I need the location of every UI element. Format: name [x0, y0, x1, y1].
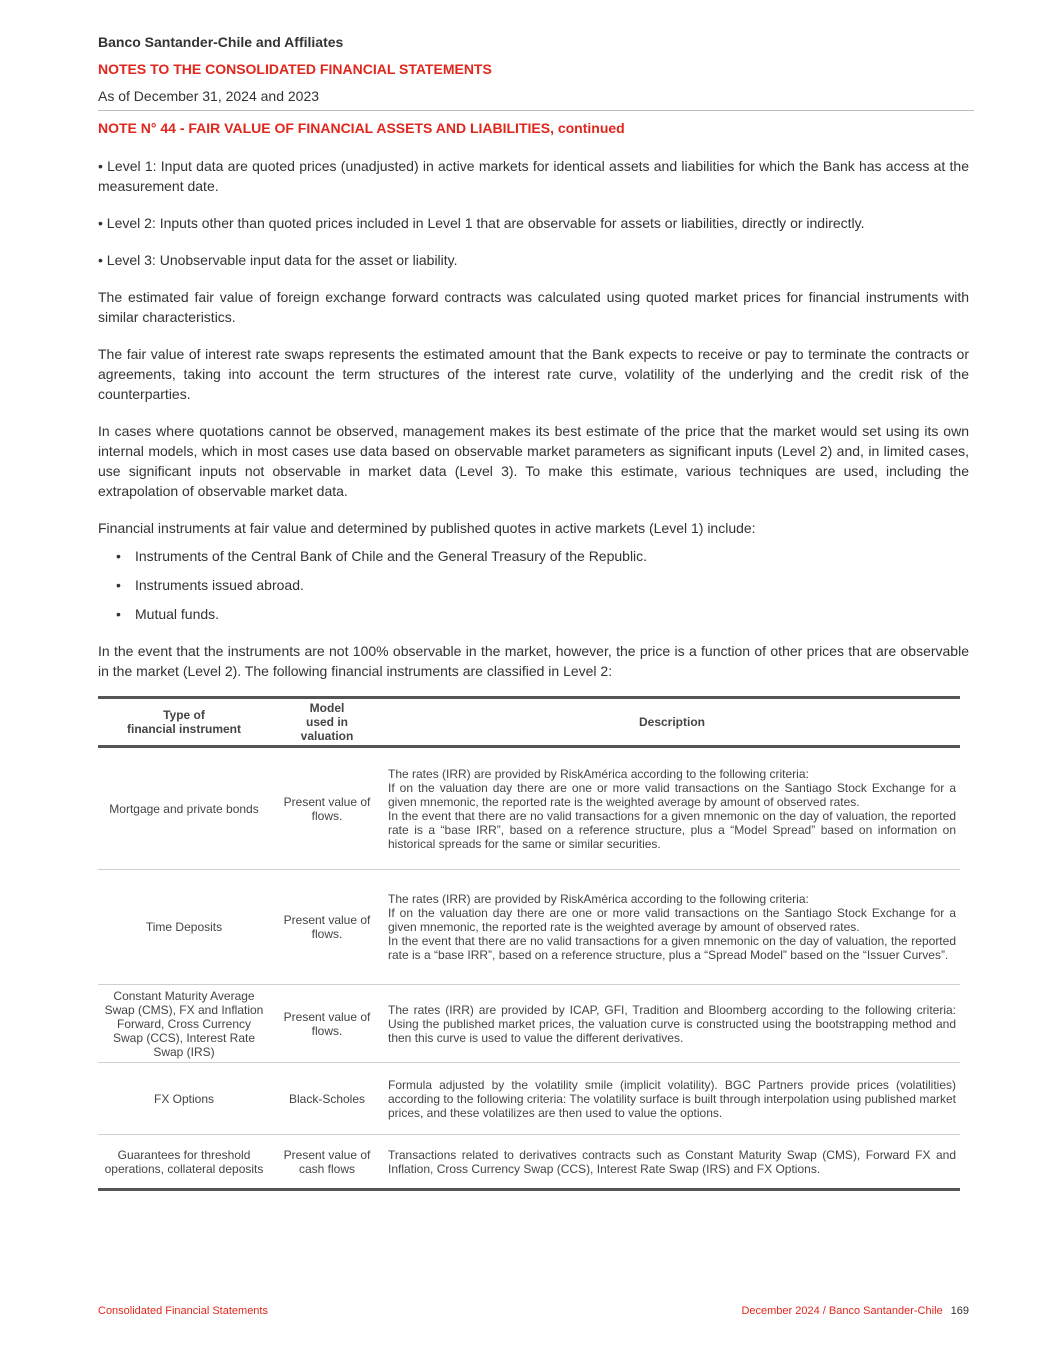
cell-model: Present value of cash flows	[270, 1135, 384, 1190]
cell-model: Present value of flows.	[270, 747, 384, 870]
list-item-text: Instruments of the Central Bank of Chile and the General Treasury of the Republic.	[135, 548, 648, 564]
table-row	[98, 870, 960, 985]
cell-type: Constant Maturity Average Swap (CMS), FX and Inflation Forward, Cross Currency Swap (CCS), Interest Rate Swap (IRS)	[98, 985, 270, 1063]
footer-report-name: December 2024 / Banco Santander-Chile	[741, 1305, 943, 1317]
header-type: Type of financial instrument	[98, 698, 270, 747]
header-model: Model used in valuation	[270, 698, 384, 747]
paragraph-internal-models: In cases where quotations cannot be observed, management makes its best estimate of the price that the market would set using its own internal models, which in most cases use data based on observable market parameters as significant inputs (Level 2) and, in limited cases, use significant inputs not observable in market data (Level 3). To make this estimate, various techniques are used, including the extrapolation of observable market data.	[98, 423, 969, 499]
paragraph-level-1-instruments: Financial instruments at fair value and determined by published quotes in active markets (Level 1) include:	[98, 520, 756, 536]
cell-model: Present value of flows.	[270, 870, 384, 985]
paragraph-level-2: • Level 2: Inputs other than quoted prices included in Level 1 that are observable for assets or liabilities, directly or indirectly.	[98, 215, 865, 231]
cell-model: Present value of flows.	[270, 985, 384, 1063]
list-item	[98, 575, 969, 595]
level-2-instruments-table	[98, 696, 960, 1191]
list-item-text: Instruments issued abroad.	[135, 577, 304, 593]
bullet-glyph: •	[116, 606, 121, 622]
level-1-instrument-list	[98, 546, 969, 624]
cell-description: The rates (IRR) are provided by RiskAmérica according to the following criteria: If on the valuation day there are one or more valid transactions on the Santiago Stock Exchange for a given mnemonic, the reported rate is the weighted average by amount of observed rates. In the event that there are no valid transactions for a given mnemonic on the day of valuation, the reported rate is a “base IRR”, based on a reference structure, plus a “Model Spread” based on information on historical spreads for the same or similar securities.	[384, 747, 960, 870]
paragraph-level-1: • Level 1: Input data are quoted prices (unadjusted) in active markets for identical assets and liabilities for which the Bank has access at the measurement date.	[98, 158, 969, 194]
paragraph-level-2-intro: In the event that the instruments are not 100% observable in the market, however, the price is a function of other prices that are observable in the market (Level 2). The following financial instruments are classified in Level 2:	[98, 643, 969, 679]
list-item-text: Mutual funds.	[135, 606, 220, 622]
as-of-date: As of December 31, 2024 and 2023	[98, 88, 320, 104]
header-description: Description	[384, 698, 960, 747]
body-text	[98, 156, 969, 698]
level-2-table-wrapper	[98, 696, 960, 1191]
cell-type: Time Deposits	[98, 870, 270, 985]
note-heading: NOTE N° 44 - FAIR VALUE OF FINANCIAL ASSETS AND LIABILITIES, continued	[98, 120, 625, 136]
cell-description: Transactions related to derivatives contracts such as Constant Maturity Swap (CMS), Forward FX and Inflation, Cross Currency Swap (CCS), Interest Rate Swap (IRS) and FX Options.	[384, 1135, 960, 1190]
bullet-glyph: •	[116, 548, 121, 564]
footer-left: Consolidated Financial Statements	[98, 1305, 268, 1317]
table-row	[98, 1135, 960, 1190]
bullet-glyph: •	[116, 577, 121, 593]
header-divider	[98, 110, 974, 111]
cell-description: The rates (IRR) are provided by RiskAmérica according to the following criteria: If on the valuation day there are one or more valid transactions on the Santiago Stock Exchange for a given mnemonic, the reported rate is the weighted average by amount of observed rates. In the event that there are no valid transactions for a given mnemonic on the day of valuation, the reported rate is a “base IRR”, based on a reference structure, plus a “Spread Model” based on the “Issuer Curves”.	[384, 870, 960, 985]
cell-model: Black-Scholes	[270, 1063, 384, 1135]
list-item	[98, 604, 969, 624]
list-item	[98, 546, 969, 566]
paragraph-level-3: • Level 3: Unobservable input data for the asset or liability.	[98, 252, 458, 268]
cell-type: Mortgage and private bonds	[98, 747, 270, 870]
cell-description: Formula adjusted by the volatility smile (implicit volatility). BGC Partners provide prices (volatilities) according to the following criteria: The volatility surface is built through interpolation using published market prices, and these volatilizes are then used to value the options.	[384, 1063, 960, 1135]
page-number: 169	[950, 1305, 969, 1317]
cell-description: The rates (IRR) are provided by ICAP, GFI, Tradition and Bloomberg according to the following criteria: Using the published market prices, the valuation curve is constructed using the bootstrapping method and then this curve is used to value the different derivatives.	[384, 985, 960, 1063]
table-header-row	[98, 698, 960, 747]
table-row	[98, 1063, 960, 1135]
table-row	[98, 747, 960, 870]
company-name: Banco Santander-Chile and Affiliates	[98, 34, 344, 50]
cell-type: Guarantees for threshold operations, collateral deposits	[98, 1135, 270, 1190]
table-row	[98, 985, 960, 1063]
paragraph-interest-rate-swaps: The fair value of interest rate swaps represents the estimated amount that the Bank expects to receive or pay to terminate the contracts or agreements, taking into account the term structures of the interest rate curve, volatility of the underlying and the credit risk of the counterparties.	[98, 346, 969, 402]
cell-type: FX Options	[98, 1063, 270, 1135]
notes-title: NOTES TO THE CONSOLIDATED FINANCIAL STATEMENTS	[98, 61, 492, 77]
footer-right	[741, 1305, 969, 1317]
paragraph-fx-forward: The estimated fair value of foreign exchange forward contracts was calculated using quoted market prices for financial instruments with similar characteristics.	[98, 289, 969, 325]
